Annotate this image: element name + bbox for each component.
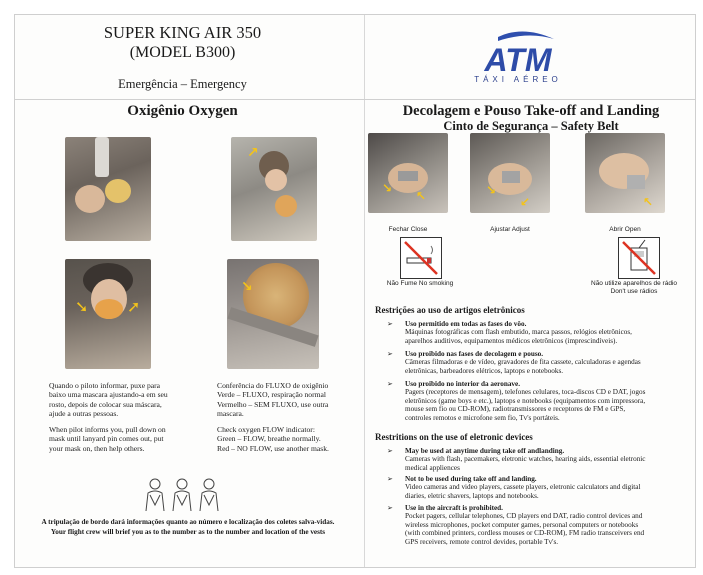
emergency-subtitle: Emergência – Emergency bbox=[118, 77, 247, 91]
arrow-icon: ↖ bbox=[643, 195, 654, 209]
fold-line-vertical bbox=[364, 15, 365, 567]
restriction-en-2: Not to be used during take off and landing. Video cameras and video players, cassete players, eletronic calculators and digital diaries, eletric shavers, laptops and notebooks. bbox=[405, 475, 641, 500]
belt-photo-close bbox=[368, 133, 448, 213]
arrow-icon: ↖ bbox=[416, 189, 427, 203]
no-devices-label-en: Don't use rádios bbox=[610, 288, 658, 295]
oxygen-instructions-pt: Quando o piloto informar, puxe para baixo uma mascara ajustando-a em seu rosto, depois de colocar sua máscara, ajude a outras pessoas. bbox=[49, 381, 168, 419]
oxygen-photo-wear-mask bbox=[65, 259, 151, 369]
belt-photo-adjust bbox=[470, 133, 550, 213]
life-vest-icon bbox=[141, 477, 223, 513]
restriction-pt-3: Uso proibido no interior da aeronave. Pagers (receptores de mensagem), telefones celulares, toca-discos CD e DAT, jogos eletrônicos (game boys e etc.), laptops e notebooks (equipamentos com impressora, mouse sem fio ou CD-ROM), radiotransmissores e receptores de FM e GPS, controles remotos e microfone sem fio, Tv's portáteis. bbox=[405, 380, 646, 422]
oxygen-instructions-en: When pilot informs you, pull down on mask until lanyard pin comes out, put your mask on, then help others. bbox=[49, 425, 166, 453]
caption-open: Abrir Open bbox=[609, 226, 641, 233]
arrow-icon: ➚ bbox=[127, 297, 141, 316]
no-devices-label-pt: Não utilize aparelhos de rádio bbox=[591, 280, 677, 287]
bullet-arrow-icon: ➢ bbox=[387, 350, 393, 358]
aircraft-model: (MODEL B300) bbox=[129, 44, 236, 61]
takeoff-heading: Decolagem e Pouso Take-off and Landing bbox=[402, 103, 660, 119]
no-devices-icon bbox=[618, 237, 660, 279]
bullet-arrow-icon: ➢ bbox=[387, 475, 393, 483]
arrow-icon: ↘ bbox=[382, 181, 393, 195]
arrow-icon: ➘ bbox=[75, 297, 89, 316]
vest-info-pt: A tripulação de bordo dará informações quanto ao número e localização dos coletes salva-vidas. bbox=[41, 518, 335, 526]
aircraft-title: SUPER KING AIR 350 bbox=[103, 23, 262, 42]
no-smoking-icon bbox=[400, 237, 442, 279]
bullet-arrow-icon: ➢ bbox=[387, 447, 393, 455]
restrictions-pt-heading: Restrições ao uso de artigos eletrônicos bbox=[375, 305, 525, 315]
no-smoking-label: Não Fume No smoking bbox=[386, 280, 454, 287]
atm-logo-icon bbox=[468, 29, 568, 97]
oxygen-photo-flow-check bbox=[231, 137, 317, 241]
oxygen-heading: Oxigênio Oxygen bbox=[127, 103, 238, 119]
caption-close: Fechar Close bbox=[388, 226, 428, 233]
restriction-en-1: May be used at anytime during take off andlanding. Cameras with flash, pacemakers, eletronic watches, hearing aids, essential eletronic medical appliences bbox=[405, 447, 646, 472]
caption-adjust: Ajustar Adjust bbox=[490, 226, 530, 233]
fold-line-horizontal bbox=[15, 99, 695, 100]
logo-subtext: TÁXI AÉREO bbox=[474, 75, 562, 84]
arrow-icon: ↘ bbox=[486, 183, 497, 197]
belt-photo-open bbox=[585, 133, 665, 213]
restriction-pt-2: Uso proibido nas fases de decolagem e pouso. Câmeras filmadoras e de vídeo, gravadores de fita cassete, calculadoras e agendas eletrônicas, barbeadores elétricos, laptops e notebooks. bbox=[405, 350, 641, 375]
oxygen-photo-pull-mask bbox=[65, 137, 151, 241]
safety-card bbox=[14, 14, 696, 568]
oxygen-flow-pt: Conferência do FLUXO de oxigênio Verde – FLUXO, respiração normal Vermelho – SEM FLUXO, use outra mascara. bbox=[217, 381, 329, 419]
bullet-arrow-icon: ➢ bbox=[387, 380, 393, 388]
bullet-arrow-icon: ➢ bbox=[387, 504, 393, 512]
arrow-icon: ↙ bbox=[520, 195, 531, 209]
bullet-arrow-icon: ➢ bbox=[387, 320, 393, 328]
arrow-icon: ↘ bbox=[241, 279, 253, 295]
oxygen-flow-en: Check oxygen FLOW indicator: Green – FLOW, breathe normally. Red – NO FLOW, use another mask. bbox=[217, 425, 329, 453]
safety-belt-heading: Cinto de Segurança – Safety Belt bbox=[443, 119, 619, 133]
vest-info-en: Your flight crew will brief you as to the number as to the number and location of the vests bbox=[50, 528, 326, 536]
restrictions-en-heading: Restritions on the use of eletronic devices bbox=[375, 432, 533, 442]
restriction-en-3: Use in the aircraft is prohibited. Pocket pagers, cellular telephones, CD players end DAT, radio control devices and wireless microphones, pocket computer games, personal computers or notebooks (with combined printers, cordless mouses or CD-ROM), FM radio transceivers end GPS receivers, remote control devides, portable Tv's. bbox=[405, 504, 645, 546]
arrow-icon: ↗ bbox=[247, 145, 259, 161]
logo-text: ATM bbox=[484, 42, 552, 78]
restriction-pt-1: Uso permitido em todas as fases do vôo. Máquinas fotográficas com flash embutido, marca passos, relógios eletrônicos, aparelhos auditivos, equipamentos médicos eletrônicos (imprescindíveis). bbox=[405, 320, 632, 345]
oxygen-photo-flow-indicator bbox=[227, 259, 319, 369]
